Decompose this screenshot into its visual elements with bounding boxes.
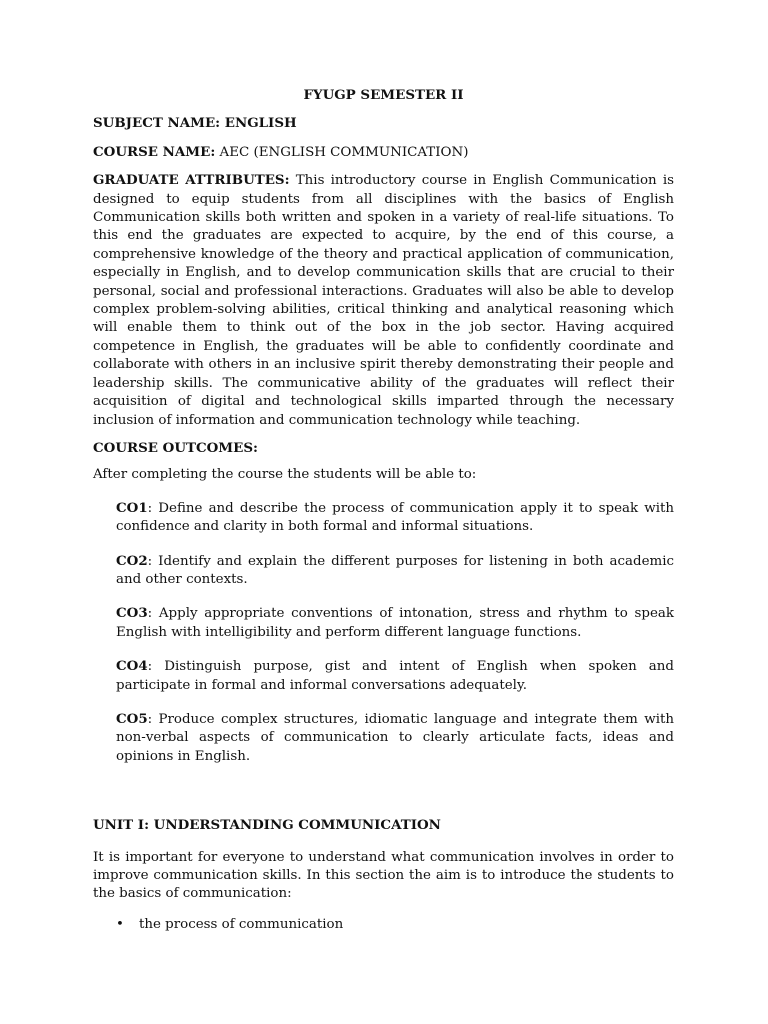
subject-name-line xyxy=(93,114,674,133)
course-outcome-code: CO5 xyxy=(116,710,148,727)
graduate-attributes-paragraph xyxy=(93,171,674,430)
unit-1-heading: UNIT I: UNDERSTANDING COMMUNICATION xyxy=(93,817,441,834)
course-name-line xyxy=(93,143,674,162)
course-outcomes-list xyxy=(93,499,674,766)
bullet-icon: • xyxy=(116,916,124,932)
course-outcome-item xyxy=(116,552,674,590)
document-page xyxy=(93,86,674,934)
course-outcome-text: : Apply appropriate conventions of intonation, stress and rhythm to speak English with intelligibility and perform different language functions. xyxy=(116,606,674,640)
unit-1-bullet-list xyxy=(93,916,674,934)
course-outcome-code: CO2 xyxy=(116,552,148,569)
graduate-attributes-text: This introductory course in English Communication is designed to equip students from all disciplines with the basics of English Communication skills both written and spoken in a variety of real-life situations. To this end the graduates are expected to acquire, by the end of this course, a comprehensive knowledge of the theory and practical application of communication, especially in English, and to develop communication skills that are crucial to their personal, social and professional interactions. Graduates will also be able to develop complex problem-solving abilities, critical thinking and analytical reasoning which will enable them to think out of the box in the job sector. Having acquired competence in English, the graduates will be able to confidently coordinate and collaborate with others in an inclusive spirit thereby demonstrating their people and leadership skills. The communicative ability of the graduates will reflect their acquisition of digital and technological skills imparted through the necessary inclusion of information and communication technology while teaching. xyxy=(93,173,674,428)
course-outcomes-heading: COURSE OUTCOMES: xyxy=(93,439,258,456)
list-item-text: the process of communication xyxy=(139,916,344,932)
course-outcome-item xyxy=(116,499,674,537)
list-item xyxy=(116,916,674,934)
course-outcome-item xyxy=(116,657,674,695)
course-outcome-item xyxy=(116,710,674,766)
course-outcome-code: CO4 xyxy=(116,658,148,675)
course-outcome-text: : Identify and explain the different purposes for listening in both academic and other contexts. xyxy=(116,553,674,587)
course-outcome-code: CO1 xyxy=(116,499,148,516)
course-name-label: COURSE NAME: xyxy=(93,143,216,160)
course-outcome-text: : Define and describe the process of communication apply it to speak with confidence and clarity in both formal and informal situations. xyxy=(116,500,674,535)
course-outcome-item xyxy=(116,604,674,642)
unit-1-intro: It is important for everyone to understand what communication involves in order to improve communication skills. In this section the aim is to introduce the students to the basics of communication: xyxy=(93,849,674,902)
graduate-attributes-label: GRADUATE ATTRIBUTES: xyxy=(93,172,290,189)
course-outcome-text: : Distinguish purpose, gist and intent of English when spoken and participate in formal and informal conversations adequately. xyxy=(116,659,674,693)
course-name-value: AEC (ENGLISH COMMUNICATION) xyxy=(215,144,469,160)
course-outcome-code: CO3 xyxy=(116,605,148,622)
course-outcome-text: : Produce complex structures, idiomatic language and integrate them with non-verbal aspects of communication to clearly articulate facts, ideas and opinions in English. xyxy=(116,711,674,764)
course-outcomes-intro: After completing the course the students will be able to: xyxy=(93,467,477,483)
subject-name-label: SUBJECT NAME: ENGLISH xyxy=(93,115,297,132)
document-title: FYUGP SEMESTER II xyxy=(303,87,464,103)
